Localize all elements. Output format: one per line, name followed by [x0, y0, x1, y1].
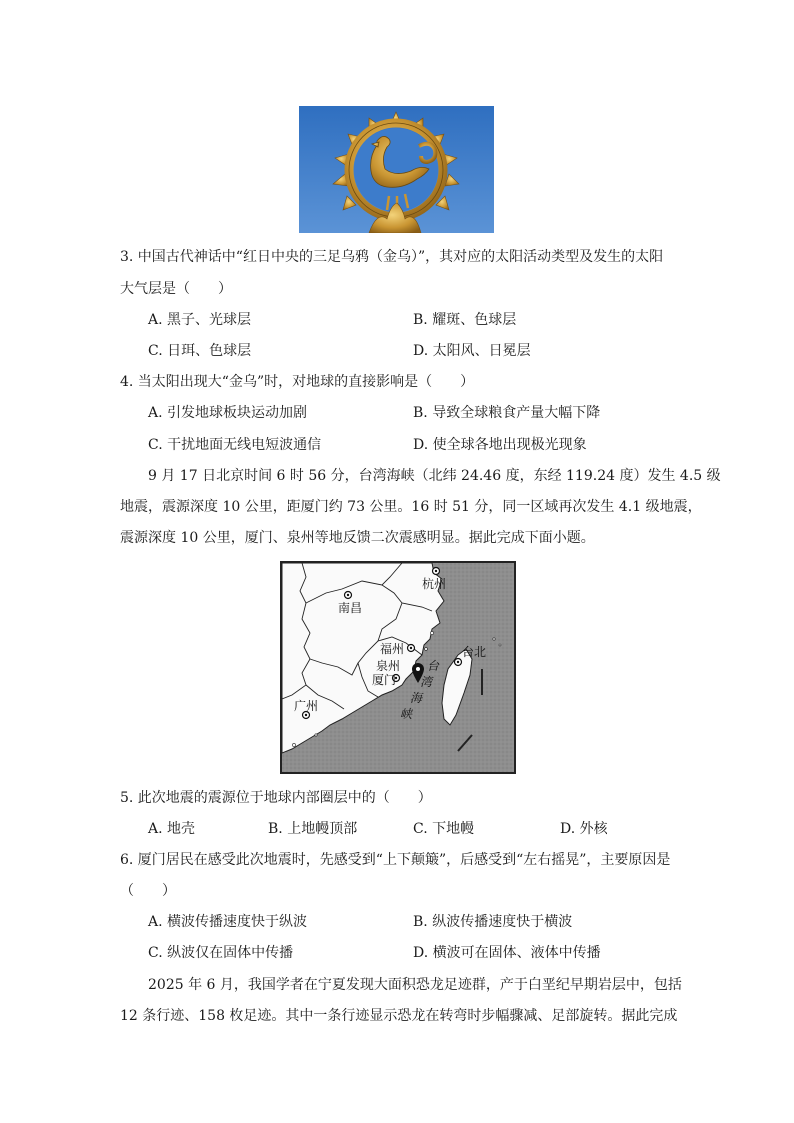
question-4-stem: 4. 当太阳出现大“金乌”时，对地球的直接影响是（ ） — [120, 374, 475, 390]
passage-1-line2: 地震，震源深度 10 公里，距厦门约 73 公里。16 时 51 分，同一区域再次发生 4.1 级地震， — [120, 499, 702, 515]
question-6-option-b: B. 纵波传播速度快于横波 — [413, 914, 573, 930]
passage-2-line2: 12 条行迹、158 枚足迹。其中一条行迹显示恐龙在转弯时步幅骤减、足部旋转。据此完成 — [120, 1008, 678, 1024]
golden-sun-bird-icon — [299, 106, 494, 233]
question-4-option-a: A. 引发地球板块运动加剧 — [148, 405, 308, 421]
question-4-option-b: B. 导致全球粮食产量大幅下降 — [413, 405, 601, 421]
question-3-option-a: A. 黑子、光球层 — [148, 312, 252, 328]
label-hangzhou: 杭州 — [422, 577, 447, 591]
golden-sun-bird-image — [299, 106, 494, 233]
label-quanzhou: 泉州 — [376, 659, 401, 673]
label-taibei: 台北 — [462, 645, 487, 659]
earthquake-location-map — [280, 561, 516, 774]
label-strait-3: 海 — [410, 691, 423, 705]
question-3-option-b: B. 耀斑、色球层 — [413, 312, 517, 328]
question-5-option-c: C. 下地幔 — [413, 821, 475, 837]
question-3-option-c: C. 日珥、色球层 — [148, 343, 252, 359]
question-3-option-d: D. 太阳风、日冕层 — [413, 343, 531, 359]
label-strait-2: 湾 — [420, 675, 433, 689]
label-fuzhou: 福州 — [380, 642, 405, 656]
question-5-option-a: A. 地壳 — [148, 821, 196, 837]
passage-1-line1: 9 月 17 日北京时间 6 时 56 分，台湾海峡（北纬 24.46 度，东经 119.24 度）发生 4.5 级 — [148, 468, 721, 484]
passage-2-line1: 2025 年 6 月，我国学者在宁夏发现大面积恐龙足迹群，产于白垩纪早期岩层中，包括 — [148, 977, 682, 993]
label-strait-4: 峡 — [400, 707, 413, 721]
question-5-option-d: D. 外核 — [560, 821, 608, 837]
question-4-option-c: C. 干扰地面无线电短波通信 — [148, 437, 322, 453]
question-5-stem: 5. 此次地震的震源位于地球内部圈层中的（ ） — [120, 790, 432, 806]
question-6-option-c: C. 纵波仅在固体中传播 — [148, 945, 294, 961]
passage-1-line3: 震源深度 10 公里，厦门、泉州等地反馈二次震感明显。据此完成下面小题。 — [120, 530, 595, 546]
question-6-option-d: D. 横波可在固体、液体中传播 — [413, 945, 601, 961]
question-4-option-d: D. 使全球各地出现极光现象 — [413, 437, 587, 453]
question-3-stem-line2: 大气层是（ ） — [120, 281, 232, 297]
question-6-stem-line1: 6. 厦门居民在感受此次地震时，先感受到“上下颠簸”，后感受到“左右摇晃”，主要原因是 — [120, 852, 671, 868]
question-5-option-b: B. 上地幔顶部 — [268, 821, 358, 837]
label-xiamen: 厦门 — [372, 673, 397, 687]
label-guangzhou: 广州 — [294, 699, 319, 713]
question-6-stem-line2: （ ） — [120, 883, 176, 899]
label-nanchang: 南昌 — [338, 601, 363, 615]
question-3-stem-line1: 3. 中国古代神话中“红日中央的三足乌鸦（金乌）”，其对应的太阳活动类型及发生的太阳 — [120, 249, 664, 265]
question-6-option-a: A. 横波传播速度快于纵波 — [148, 914, 308, 930]
label-strait-1: 台 — [427, 659, 440, 673]
